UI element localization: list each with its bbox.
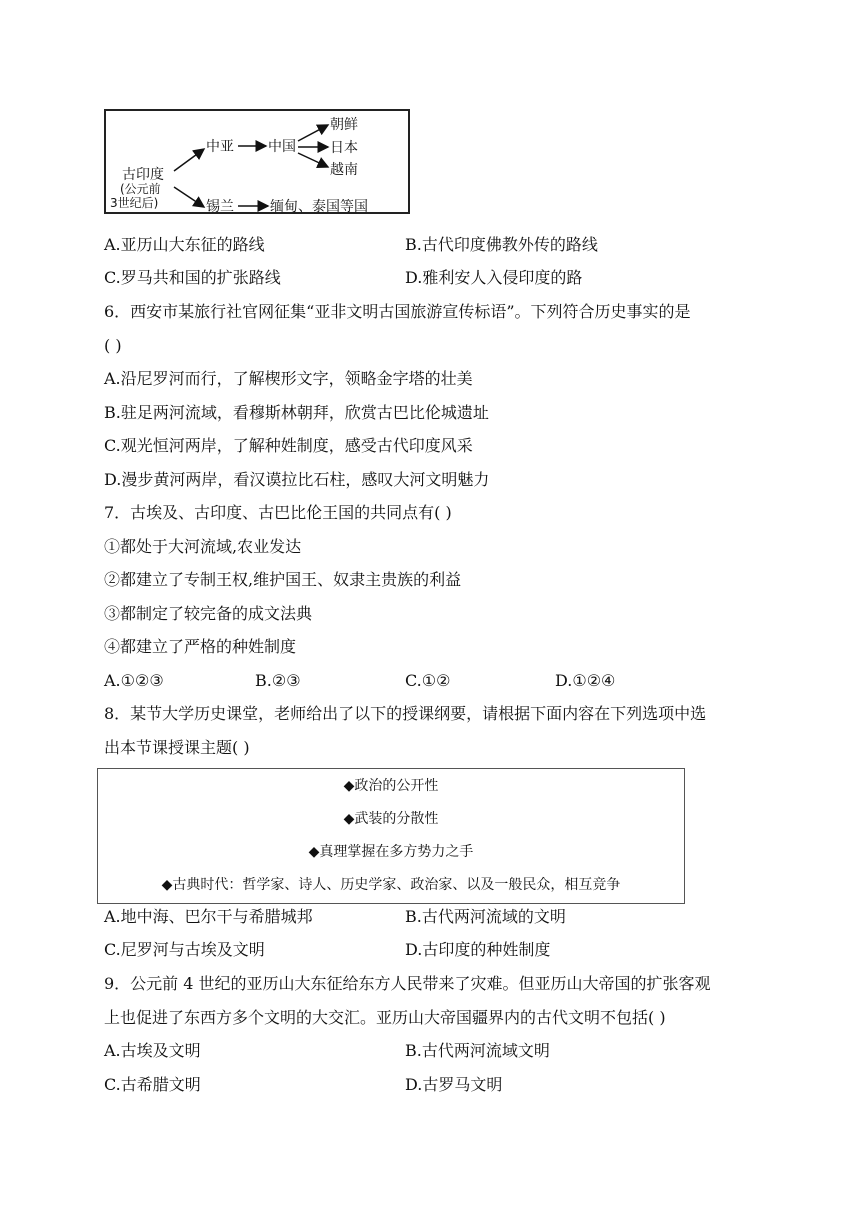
q7-stem: 7．古埃及、古印度、古巴比伦王国的共同点有( ) <box>104 503 452 522</box>
q7-option-a[interactable]: A.①②③ <box>104 671 164 690</box>
q6-stem-line2: ( ) <box>104 336 122 355</box>
q8-option-d[interactable]: D.古印度的种姓制度 <box>405 940 551 959</box>
q7-item-3: ③都制定了较完备的成文法典 <box>104 604 313 623</box>
route-diagram-svg <box>106 111 412 216</box>
syllabus-item-3: ◆真理掌握在多方势力之手 <box>308 844 474 860</box>
q5-option-b[interactable]: B.古代印度佛教外传的路线 <box>405 235 598 254</box>
q9-option-d[interactable]: D.古罗马文明 <box>405 1075 503 1094</box>
q8-stem-line2: 出本节课授课主题( ) <box>104 738 250 757</box>
diagram-korea: 朝鲜 <box>330 117 358 133</box>
q8-option-c[interactable]: C.尼罗河与古埃及文明 <box>104 940 265 959</box>
q8-option-a[interactable]: A.地中海、巴尔干与希腊城邦 <box>104 907 313 926</box>
q9-option-c[interactable]: C.古希腊文明 <box>104 1075 201 1094</box>
syllabus-item-2: ◆武装的分散性 <box>343 811 439 827</box>
route-diagram <box>104 109 410 214</box>
syllabus-box <box>97 768 685 904</box>
q6-option-d[interactable]: D.漫步黄河两岸，看汉谟拉比石柱，感叹大河文明魅力 <box>104 470 490 489</box>
q6-option-a[interactable]: A.沿尼罗河而行，了解楔形文字，领略金字塔的壮美 <box>104 369 473 388</box>
q5-option-a[interactable]: A.亚历山大东征的路线 <box>104 235 265 254</box>
q7-item-2: ②都建立了专制王权,维护国王、奴隶主贵族的利益 <box>104 570 462 589</box>
diagram-vietnam: 越南 <box>330 162 358 178</box>
q9-option-b[interactable]: B.古代两河流域文明 <box>405 1041 550 1060</box>
q7-item-4: ④都建立了严格的种姓制度 <box>104 637 297 656</box>
diagram-source-label: 古印度 <box>122 167 164 183</box>
q9-stem-line1: 9．公元前 4 世纪的亚历山大东征给东方人民带来了灾难。但亚历山大帝国的扩张客观 <box>104 974 711 993</box>
diagram-source-note1: (公元前 <box>120 182 161 196</box>
diagram-japan: 日本 <box>330 140 358 156</box>
q7-item-1: ①都处于大河流域,农业发达 <box>104 537 302 556</box>
syllabus-item-1: ◆政治的公开性 <box>343 778 439 794</box>
diagram-china: 中国 <box>268 139 296 155</box>
q5-option-c[interactable]: C.罗马共和国的扩张路线 <box>104 268 281 287</box>
q7-option-c[interactable]: C.①② <box>405 671 451 690</box>
q6-stem-line1: 6．西安市某旅行社官网征集“亚非文明古国旅游宣传标语”。下列符合历史事实的是 <box>104 302 691 321</box>
diagram-myanmar: 缅甸、泰国等国 <box>270 199 368 215</box>
q6-option-c[interactable]: C.观光恒河两岸，了解种姓制度，感受古代印度风采 <box>104 436 473 455</box>
arrow-to-central-asia <box>174 149 204 171</box>
q9-stem-line2: 上也促进了东西方多个文明的大交汇。亚历山大帝国疆界内的古代文明不包括( ) <box>104 1008 666 1027</box>
q5-option-d[interactable]: D.雅利安人入侵印度的路 <box>405 268 583 287</box>
diagram-ceylon: 锡兰 <box>206 199 234 215</box>
diagram-central-asia: 中亚 <box>206 139 234 155</box>
q9-option-a[interactable]: A.古埃及文明 <box>104 1041 201 1060</box>
q7-option-b[interactable]: B.②③ <box>255 671 301 690</box>
q8-stem-line1: 8．某节大学历史课堂，老师给出了以下的授课纲要，请根据下面内容在下列选项中选 <box>104 704 707 723</box>
arrow-to-ceylon <box>174 187 204 207</box>
arrow-to-vietnam <box>298 153 328 167</box>
q7-option-d[interactable]: D.①②④ <box>555 671 616 690</box>
q8-option-b[interactable]: B.古代两河流域的文明 <box>405 907 566 926</box>
arrow-to-korea <box>298 125 328 141</box>
diagram-source-note2: 3世纪后) <box>110 196 159 210</box>
syllabus-item-4: ◆古典时代：哲学家、诗人、历史学家、政治家、以及一般民众，相互竞争 <box>161 877 621 893</box>
q6-option-b[interactable]: B.驻足两河流域，看穆斯林朝拜，欣赏古巴比伦城遗址 <box>104 403 489 422</box>
